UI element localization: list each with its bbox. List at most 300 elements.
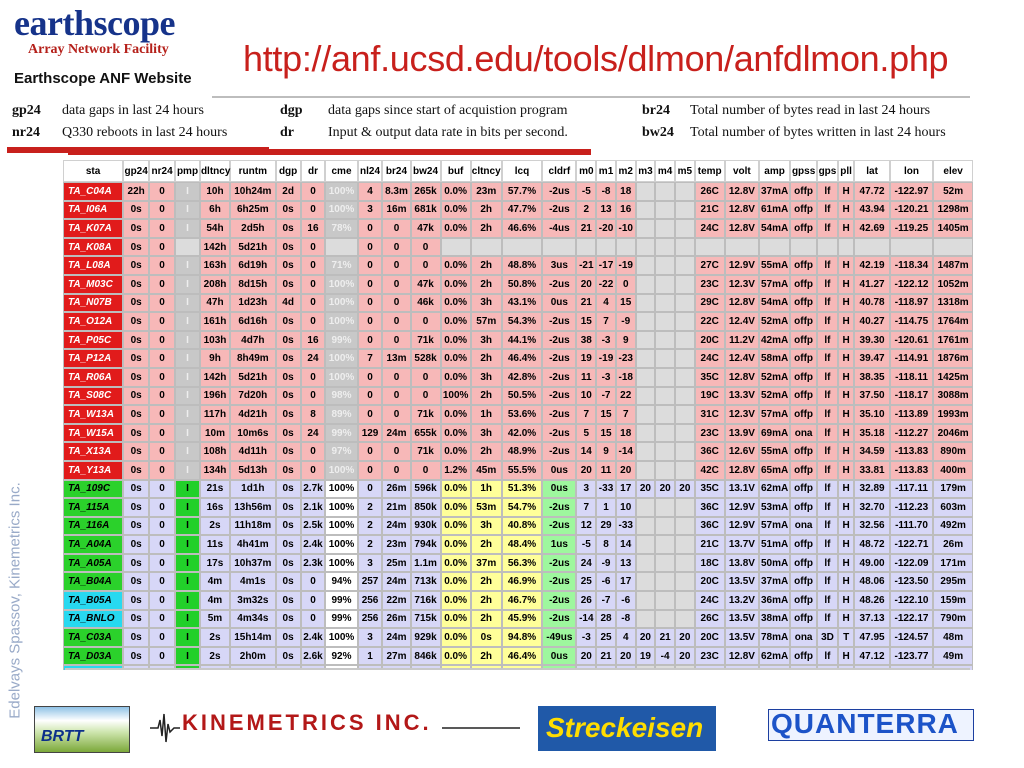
station-cell[interactable]: TA_R06A [63, 368, 123, 387]
table-cell: 26m [933, 535, 973, 554]
table-cell: -114.91 [890, 349, 934, 368]
table-cell: 0 [358, 405, 383, 424]
table-row[interactable] [63, 498, 973, 517]
table-cell: 0s [276, 368, 301, 387]
table-cell: I [175, 368, 200, 387]
table-cell: -17 [596, 256, 616, 275]
table-cell: H [838, 554, 855, 573]
table-cell: lf [817, 182, 838, 201]
table-cell: 61mA [759, 201, 790, 220]
table-cell: 0s [123, 517, 149, 536]
table-cell: I [175, 219, 200, 238]
table-cell: offp [790, 647, 817, 666]
table-cell: offp [790, 461, 817, 480]
table-cell: 2h [471, 591, 502, 610]
table-cell [636, 349, 656, 368]
column-header[interactable]: lat [854, 160, 889, 182]
table-cell: offp [790, 554, 817, 573]
table-cell: 29C [695, 294, 725, 313]
table-cell: 21C [695, 201, 725, 220]
table-cell: 0.0% [441, 442, 471, 461]
table-cell: 0.0% [441, 591, 471, 610]
column-header[interactable]: m3 [636, 160, 656, 182]
slide-title[interactable]: http://anf.ucsd.edu/tools/dlmon/anfdlmon.php [243, 38, 949, 79]
table-row[interactable] [63, 442, 973, 461]
table-cell: 16 [301, 331, 326, 350]
table-cell: 2s [200, 628, 230, 647]
table-cell: 0s [276, 628, 301, 647]
table-cell: 57mA [759, 405, 790, 424]
table-cell: 6d16h [230, 312, 276, 331]
station-cell[interactable]: TA_A05A [63, 554, 123, 573]
table-cell [817, 238, 838, 257]
table-cell: 52mA [759, 387, 790, 406]
table-cell: 42.0% [502, 424, 542, 443]
table-cell: 0 [149, 610, 175, 629]
column-header[interactable]: volt [725, 160, 759, 182]
table-cell: -2us [542, 368, 576, 387]
table-cell [636, 368, 656, 387]
table-row[interactable] [63, 405, 973, 424]
table-cell [502, 238, 542, 257]
table-row[interactable] [63, 480, 973, 499]
table-cell: 12.6V [725, 442, 759, 461]
table-cell: 100% [325, 535, 357, 554]
column-header[interactable]: nr24 [149, 160, 175, 182]
table-cell: offp [790, 535, 817, 554]
table-cell: 2h [471, 442, 502, 461]
table-cell: 2.1k [301, 498, 326, 517]
table-cell: I [175, 442, 200, 461]
table-cell: -7 [596, 591, 616, 610]
column-header[interactable]: cltncy [471, 160, 502, 182]
station-cell[interactable]: TA_K08A [63, 238, 123, 257]
table-cell: 21 [576, 294, 596, 313]
table-cell: 0 [382, 387, 410, 406]
table-cell: 0 [149, 256, 175, 275]
table-cell: 24m [382, 424, 410, 443]
column-header[interactable]: m1 [596, 160, 616, 182]
station-cell[interactable]: TA_109C [63, 480, 123, 499]
table-cell [675, 312, 695, 331]
table-cell [655, 219, 675, 238]
table-cell: 0s [276, 331, 301, 350]
legend-code: nr24 [12, 125, 40, 140]
table-cell: 13 [596, 201, 616, 220]
table-cell: 10h [200, 182, 230, 201]
table-cell: 13m [382, 349, 410, 368]
column-header[interactable]: bw24 [411, 160, 441, 182]
table-cell: 4m1s [230, 572, 276, 591]
table-cell: -21 [576, 256, 596, 275]
column-header[interactable]: m4 [655, 160, 675, 182]
table-cell [636, 182, 656, 201]
table-cell: -9 [596, 554, 616, 573]
table-cell: 27C [695, 256, 725, 275]
station-cell[interactable]: TA_W13A [63, 405, 123, 424]
table-cell: 100% [441, 387, 471, 406]
table-cell: 0 [358, 238, 383, 257]
column-header[interactable]: dltncy [200, 160, 230, 182]
table-cell: 265k [411, 182, 441, 201]
column-header[interactable]: sta [63, 160, 123, 182]
table-cell: 2.7k [301, 480, 326, 499]
table-cell: I [175, 312, 200, 331]
table-cell: -14 [616, 442, 636, 461]
column-header[interactable]: pll [838, 160, 855, 182]
column-header[interactable]: m5 [675, 160, 695, 182]
column-header[interactable]: nl24 [358, 160, 383, 182]
table-row[interactable] [63, 572, 973, 591]
table-cell: 13.7V [725, 535, 759, 554]
table-cell: 57mA [759, 517, 790, 536]
table-cell [636, 405, 656, 424]
table-cell: 2.4k [301, 535, 326, 554]
table-cell: 2h0m [230, 647, 276, 666]
table-row[interactable] [63, 349, 973, 368]
table-cell: 19 [576, 349, 596, 368]
table-cell: 17 [616, 572, 636, 591]
table-cell: 0s [123, 201, 149, 220]
table-cell [441, 238, 471, 257]
table-cell: -122.17 [890, 610, 934, 629]
table-cell [675, 368, 695, 387]
table-cell: 53mA [759, 498, 790, 517]
table-cell: 0 [301, 387, 326, 406]
table-cell: 2d5h [230, 219, 276, 238]
table-cell: -124.57 [890, 628, 934, 647]
table-cell: -19 [596, 349, 616, 368]
table-cell: 20 [675, 628, 695, 647]
legend-code: gp24 [12, 103, 41, 118]
table-cell: 0.0% [441, 349, 471, 368]
station-cell[interactable]: TA_D03A [63, 647, 123, 666]
column-header[interactable]: lon [890, 160, 934, 182]
table-cell: 57mA [759, 275, 790, 294]
table-cell: 9 [596, 442, 616, 461]
table-cell: -3 [596, 368, 616, 387]
table-cell: 100% [325, 349, 357, 368]
table-row[interactable] [63, 238, 973, 257]
table-row[interactable] [63, 517, 973, 536]
table-cell: 47.72 [854, 182, 889, 201]
table-cell: -117.11 [890, 480, 934, 499]
column-header[interactable]: gps [817, 160, 838, 182]
table-row[interactable] [63, 610, 973, 629]
table-row[interactable] [63, 628, 973, 647]
table-cell: 0 [301, 182, 326, 201]
station-cell[interactable]: TA_BNLO [63, 610, 123, 629]
column-header[interactable]: temp [695, 160, 725, 182]
table-cell [636, 461, 656, 480]
table-cell: 295m [933, 572, 973, 591]
table-cell: 7 [596, 312, 616, 331]
table-cell: -2us [542, 554, 576, 573]
table-cell: lf [817, 647, 838, 666]
legend-desc: Total number of bytes read in last 24 hours [690, 103, 931, 118]
table-cell [636, 610, 656, 629]
table-cell: 50mA [759, 554, 790, 573]
table-cell: -123.50 [890, 572, 934, 591]
table-cell: -5 [576, 182, 596, 201]
column-header[interactable]: runtm [230, 160, 276, 182]
table-cell: 0 [149, 572, 175, 591]
table-cell: 54mA [759, 294, 790, 313]
table-cell: 794k [411, 535, 441, 554]
table-cell: 0 [382, 442, 410, 461]
column-header[interactable]: pmp [175, 160, 200, 182]
table-cell: 21 [655, 628, 675, 647]
table-cell [542, 238, 576, 257]
table-row[interactable] [63, 461, 973, 480]
table-cell: 0 [301, 572, 326, 591]
legend-group-1 [12, 100, 227, 144]
table-cell: 0s [123, 349, 149, 368]
table-row[interactable] [63, 554, 973, 573]
table-cell: -2us [542, 610, 576, 629]
table-cell [655, 256, 675, 275]
table-cell: ona [790, 517, 817, 536]
table-cell: 21 [596, 647, 616, 666]
table-cell: I [175, 591, 200, 610]
table-cell: 3D [817, 628, 838, 647]
table-cell: -4 [655, 647, 675, 666]
table-row[interactable] [63, 275, 973, 294]
station-cell[interactable]: TA_B05A [63, 591, 123, 610]
table-cell: 23m [471, 182, 502, 201]
table-cell: 13.5V [725, 610, 759, 629]
table-cell: I [175, 405, 200, 424]
table-row[interactable] [63, 368, 973, 387]
table-row[interactable] [63, 256, 973, 275]
table-cell: -22 [596, 275, 616, 294]
table-cell: 46.7% [502, 591, 542, 610]
table-cell: 0 [149, 591, 175, 610]
station-cell[interactable]: TA_M03C [63, 275, 123, 294]
table-cell: 53m [471, 498, 502, 517]
table-cell: 0s [276, 498, 301, 517]
station-cell[interactable]: TA_P12A [63, 349, 123, 368]
table-cell: 713k [411, 572, 441, 591]
table-cell: 1318m [933, 294, 973, 313]
table-cell: 1.2% [441, 461, 471, 480]
table-cell: H [838, 182, 855, 201]
table-cell: 1298m [933, 201, 973, 220]
station-cell[interactable]: TA_N07B [63, 294, 123, 313]
station-cell[interactable]: TA_L08A [63, 256, 123, 275]
table-cell [655, 201, 675, 220]
table-cell [636, 554, 656, 573]
table-cell: 13.5V [725, 572, 759, 591]
table-row[interactable] [63, 424, 973, 443]
table-cell: 4m34s [230, 610, 276, 629]
table-cell [655, 294, 675, 313]
table-cell: 2 [358, 517, 383, 536]
column-header[interactable]: dr [301, 160, 326, 182]
table-cell: 0 [149, 628, 175, 647]
table-cell: I [175, 535, 200, 554]
station-cell[interactable]: TA_I06A [63, 201, 123, 220]
streckeisen-logo-text: Streckeisen [546, 712, 704, 743]
table-cell: 71% [325, 256, 357, 275]
table-cell: 7d20h [230, 387, 276, 406]
table-cell: 78% [325, 219, 357, 238]
table-row[interactable] [63, 647, 973, 666]
station-cell[interactable]: TA_X13A [63, 442, 123, 461]
table-cell: 20 [616, 461, 636, 480]
column-header[interactable]: br24 [382, 160, 410, 182]
station-cell[interactable]: TA_S08C [63, 387, 123, 406]
table-cell: 5d13h [230, 461, 276, 480]
table-cell: 23m [382, 535, 410, 554]
table-cell: H [838, 349, 855, 368]
table-row[interactable] [63, 182, 973, 201]
table-cell: 28 [596, 610, 616, 629]
station-cell[interactable]: TA_K07A [63, 219, 123, 238]
table-cell: 929k [411, 628, 441, 647]
table-cell: 0.0% [441, 517, 471, 536]
legend-desc: Total number of bytes written in last 24 hours [690, 125, 946, 140]
table-row[interactable] [63, 294, 973, 313]
table-cell [636, 256, 656, 275]
table-cell: 100% [325, 201, 357, 220]
table-cell: 43.1% [502, 294, 542, 313]
station-cell[interactable]: TA_C03A [63, 628, 123, 647]
station-cell[interactable]: TA_A04A [63, 535, 123, 554]
table-cell: 46.4% [502, 647, 542, 666]
table-row[interactable] [63, 387, 973, 406]
table-cell: 4h41m [230, 535, 276, 554]
table-cell: 256 [358, 591, 383, 610]
station-cell[interactable]: TA_B04A [63, 572, 123, 591]
table-cell: 55mA [759, 442, 790, 461]
table-cell: 52m [933, 182, 973, 201]
table-cell: 0 [149, 182, 175, 201]
divider [65, 668, 970, 670]
column-header[interactable]: cme [325, 160, 357, 182]
table-cell: 99% [325, 591, 357, 610]
table-cell: 33.81 [854, 461, 889, 480]
table-cell: 13h56m [230, 498, 276, 517]
table-cell: 11.2V [725, 331, 759, 350]
table-row[interactable] [63, 591, 973, 610]
station-cell[interactable]: TA_W15A [63, 424, 123, 443]
legend-code: bw24 [642, 125, 674, 140]
table-cell: 37.50 [854, 387, 889, 406]
table-cell: 163h [200, 256, 230, 275]
table-row[interactable] [63, 219, 973, 238]
column-header[interactable]: m2 [616, 160, 636, 182]
table-cell: -120.21 [890, 201, 934, 220]
table-cell: 142h [200, 368, 230, 387]
table-cell [675, 591, 695, 610]
station-cell[interactable]: TA_116A [63, 517, 123, 536]
column-header[interactable]: gp24 [123, 160, 149, 182]
station-cell[interactable]: TA_115A [63, 498, 123, 517]
table-cell: 0s [123, 591, 149, 610]
table-cell: 36C [695, 442, 725, 461]
station-cell[interactable]: TA_Y13A [63, 461, 123, 480]
table-cell: 0 [301, 442, 326, 461]
table-cell: 20 [636, 480, 656, 499]
table-cell: H [838, 610, 855, 629]
table-cell: -2us [542, 424, 576, 443]
table-row[interactable] [63, 331, 973, 350]
table-row[interactable] [63, 312, 973, 331]
table-cell: 38.35 [854, 368, 889, 387]
table-cell: 0s [276, 480, 301, 499]
table-cell: 38mA [759, 610, 790, 629]
table-cell: 2h [471, 535, 502, 554]
column-header[interactable]: buf [441, 160, 471, 182]
table-cell: 14 [576, 442, 596, 461]
table-cell: 23C [695, 424, 725, 443]
table-cell: 0 [358, 331, 383, 350]
table-cell: 0 [149, 294, 175, 313]
table-cell: -10 [616, 219, 636, 238]
table-cell: 2d [276, 182, 301, 201]
table-cell: H [838, 201, 855, 220]
column-header[interactable]: amp [759, 160, 790, 182]
table-cell: 21C [695, 535, 725, 554]
station-cell[interactable]: TA_P05C [63, 331, 123, 350]
table-cell [596, 238, 616, 257]
table-cell: -118.34 [890, 256, 934, 275]
table-cell: 0s [123, 628, 149, 647]
legend-code: dr [280, 125, 294, 140]
table-cell [655, 387, 675, 406]
table-cell: 0s [123, 331, 149, 350]
column-header[interactable]: m0 [576, 160, 596, 182]
table-cell: 7 [576, 498, 596, 517]
table-cell: -122.71 [890, 535, 934, 554]
table-cell: 26C [695, 610, 725, 629]
column-header[interactable]: dgp [276, 160, 301, 182]
table-cell: -18 [616, 368, 636, 387]
table-cell: 24m [382, 572, 410, 591]
table-row[interactable] [63, 535, 973, 554]
table-cell: 3m32s [230, 591, 276, 610]
table-cell: -9 [616, 312, 636, 331]
table-cell: 0 [382, 238, 410, 257]
station-cell[interactable]: TA_O12A [63, 312, 123, 331]
table-cell: -112.27 [890, 424, 934, 443]
station-cell[interactable]: TA_C04A [63, 182, 123, 201]
column-header[interactable]: gpss [790, 160, 817, 182]
table-cell: 100% [325, 461, 357, 480]
logo-wordmark: earthscope [14, 3, 175, 43]
table-cell: 1876m [933, 349, 973, 368]
table-cell: H [838, 461, 855, 480]
table-cell: 15h14m [230, 628, 276, 647]
table-cell: 94% [325, 572, 357, 591]
table-cell: 0s [123, 238, 149, 257]
table-cell: 528k [411, 349, 441, 368]
table-cell: -19 [616, 256, 636, 275]
table-cell: 4d11h [230, 442, 276, 461]
table-cell: 10h24m [230, 182, 276, 201]
column-header[interactable]: cldrf [542, 160, 576, 182]
kinemetrics-logo-text: KINEMETRICS INC. [182, 710, 432, 735]
column-header[interactable]: lcq [502, 160, 542, 182]
table-cell: -8 [596, 182, 616, 201]
table-cell: 100% [325, 182, 357, 201]
table-row[interactable] [63, 201, 973, 220]
table-cell [759, 238, 790, 257]
table-cell: 2 [576, 201, 596, 220]
column-header[interactable]: elev [933, 160, 973, 182]
table-cell: 20 [675, 647, 695, 666]
